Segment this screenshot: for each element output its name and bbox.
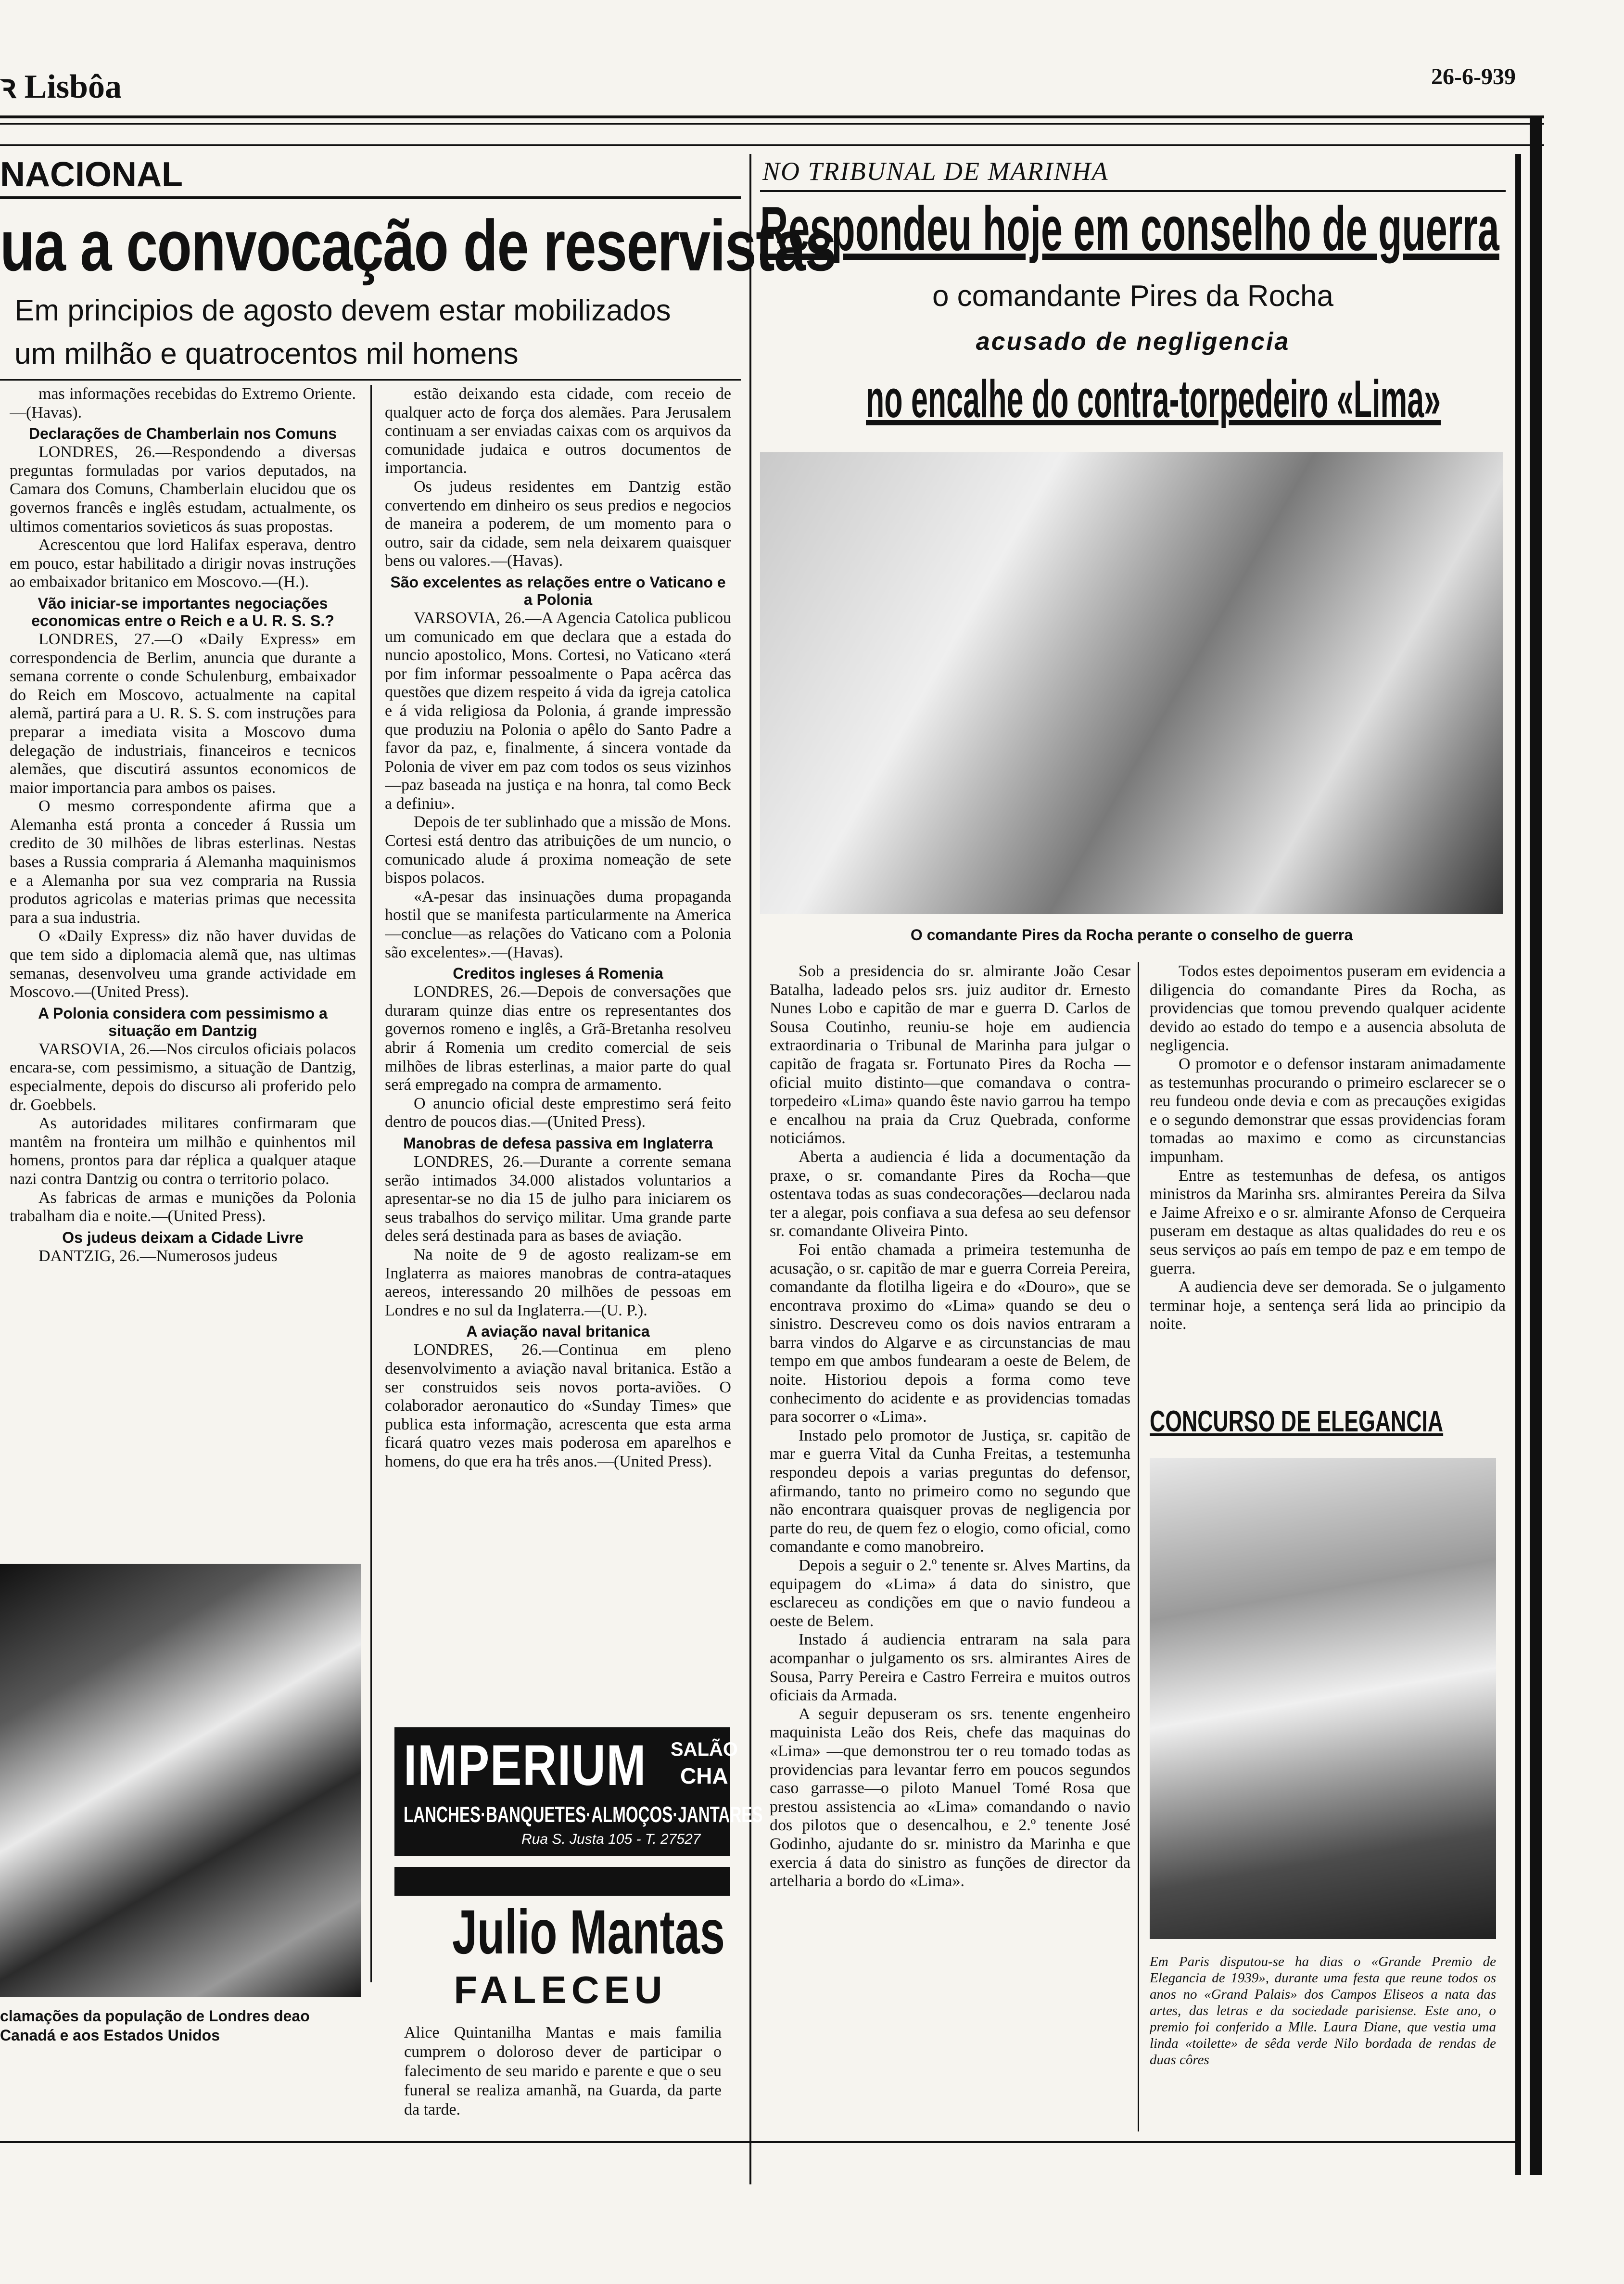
right-subhead-3: no encalhe do contra-torpedeiro «Lima» (866, 370, 1441, 429)
section-title: NACIONAL (0, 155, 183, 194)
article-paragraph: A audiencia deve ser demorada. Se o julgamento terminar hoje, a sentença será lida ao principio da noite. (1150, 1278, 1506, 1333)
right-col-divider (1138, 962, 1139, 2131)
article-paragraph: «A-pesar das insinuações duma propaganda hostil que se manifesta particularmente na America—conclue—as relações do Vaticano com a Polonia são excelentes».—(Havas). (385, 887, 731, 961)
article-paragraph: estão deixando esta cidade, com receio de qualquer acto de força dos alemães. Para Jerusalem continuam a ser enviadas caixas com os arquivos da comunidade judaica e outros documentos de importancia. (385, 385, 731, 477)
subhead-rule (0, 379, 741, 381)
article-paragraph: Depois de ter sublinhado que a missão de Mons. Cortesi está dentro das atribuições de um nuncio, o comunicado alude á proxima nomeação de sete bispos polacos. (385, 813, 731, 887)
article-paragraph: O anuncio oficial deste emprestimo será feito dentro de poucos dias.—(United Press). (385, 1094, 731, 1131)
article-paragraph: Depois a seguir o 2.º tenente sr. Alves Martins, da equipagem do «Lima» á data do sinistro, que esclareceu as condições em que o navio fundeou a oeste de Belem. (770, 1557, 1130, 1630)
masthead-date: 26-6-939 (1431, 64, 1516, 89)
article-subheading: A aviação naval britanica (466, 1323, 650, 1340)
article-paragraph: LONDRES, 26.—Durante a corrente semana serão intimados 34.000 alistados voluntarios a apresentar-se no dia 15 de julho para iniciarem os seus trabalhos do serviço militar. Uma grande parte deles será destinada para as bases de aviação. (385, 1152, 731, 1245)
right-subhead-2: acusado de negligencia (976, 328, 1290, 356)
article-paragraph: Na noite de 9 de agosto realizam-se em Inglaterra as maiores manobras de contra-ataques aereos, interessando 20 milhões de pessoas em Londres e no sul da Inglaterra.—(U. P.). (385, 1245, 731, 1319)
top-rule (0, 115, 1544, 118)
imperium-address: Rua S. Justa 105 - T. 27527 (521, 1831, 701, 1847)
article-paragraph: LONDRES, 27.—O «Daily Express» em correspondencia de Berlim, anuncia que durante a semana corrente o conde Schulenburg, embaixador do Reich em Moscovo, actualmente na capital alemã, partirá para a U. R. S. S. com instruções para preparar a imediata visita a Moscovo duma delegação de industriais, financeiros e tecnicos alemães, que discutirá assuntos economicos de maior importancia para ambos os paises. (10, 630, 356, 797)
article-paragraph: Acrescentou que lord Halifax esperava, dentro em pouco, estar habilitado a dirigir novas instruções ao embaixador britanico em Moscovo.—(H.). (10, 536, 356, 591)
left-col-divider (370, 385, 372, 1982)
left-headline: ua a convocação de reservistas (0, 205, 836, 286)
article-paragraph: Todos estes depoimentos puseram em evidencia a diligencia do comandante Pires da Rocha, as providencias que tomou prevendo qualquer acidente devido ao estado do tempo e a ausencia absoluta de negligencia. (1150, 962, 1506, 1055)
article-paragraph: mas informações recebidas do Extremo Oriente.—(Havas). (10, 385, 356, 421)
imperium-cha: CHA (680, 1763, 728, 1788)
left-column-2 (385, 385, 731, 1727)
article-paragraph: VARSOVIA, 26.—A Agencia Catolica publicou um comunicado em que declara que a estada do nuncio apostolico, Mons. Cortesi, no Vaticano «terá por fim informar pessoalmente o Papa acêrca das questões que dizem respeito á vida da igreja catolica e á vida religiosa da Polonia, á grande impressão que produziu na Polonia o apêlo do Santo Padre a favor da paz, e, finalmente, á sincera vontade da Polonia de viver em paz com todos os seus vizinhos—paz baseada na justiça e na honra, tal como Beck a definiu». (385, 609, 731, 813)
london-crowd-photo (0, 1564, 361, 1997)
article-paragraph: VARSOVIA, 26.—Nos circulos oficiais polacos encara-se, com pessimismo, a situação de Dantzig, especialmente, depois do discurso ali proferido pelo dr. Goebbels. (10, 1040, 356, 1114)
right-frame-bar-2 (1530, 115, 1542, 2175)
pires-rocha-caption: O comandante Pires da Rocha perante o conselho de guerra (910, 926, 1353, 944)
elegance-caption: Em Paris disputou-se ha dias o «Grande Premio de Elegancia de 1939», durante uma festa que reune todos os anos no «Grand Palais» dos Campos Eliseos a nata das artes, das letras e da sociedade parisiense. Este ano, o premio foi conferido a Mlle. Laura Diane, que vestia uma linda «toilette» de sêda verde Nilo bordada de rendas de duas côres (1150, 1954, 1496, 2067)
article-paragraph: LONDRES, 26.—Continua em pleno desenvolvimento a aviação naval britanica. Estão a ser construidos seis novos porta-aviões. O colaborador aeronautico do «Sunday Times» que publica esta informação, acrescenta que esta arma ficará quatro vezes mais poderosa em aparelhos e homens, do que era ha três anos.—(United Press). (385, 1341, 731, 1470)
elegance-photo (1150, 1458, 1496, 1939)
right-column-2 (1150, 962, 1506, 1395)
article-paragraph: Instado á audiencia entraram na sala para acompanhar o julgamento os srs. almirantes Aires de Sousa, Parry Pereira e Castro Ferreira e muitos outros oficiais da Armada. (770, 1631, 1130, 1705)
article-paragraph: Sob a presidencia do sr. almirante João Cesar Batalha, ladeado pelos srs. juiz auditor dr. Ernesto Nunes Lobo e capitão de mar e guerra D. Carlos de Sousa Coutinho, reuniu-se hoje em audiencia extraordinaria o Tribunal de Marinha para julgar o capitão de fragata sr. Fortunato Pires da Rocha —oficial muito distinto—que comandava o contra-torpedeiro «Lima» quando êste navio garrou ha tempo e encalhou na praia da Cruz Quebrada, conforme noticiámos. (770, 962, 1130, 1148)
concurso-title: CONCURSO DE ELEGANCIA (1150, 1405, 1444, 1438)
article-paragraph: O mesmo correspondente afirma que a Alemanha está pronta a conceder á Russia um credito de 30 milhões de libras esterlinas. Nestas bases a Russia compraria á Alemanha maquinismos e a Alemanha por sua vez compraria na Russia produtos agricolas e materias primas que necessita para a sua industria. (10, 797, 356, 927)
article-paragraph: Foi então chamada a primeira testemunha de acusação, o sr. capitão de mar e guerra Correia Pereira, comandante da flotilha ligeira e do «Douro», que se encontrava proximo do «Lima» quando se deu o sinistro. Descreveu como os dois navios entraram a barra vindos do Algarve e as circunstancias de mau tempo em que ambos fundearam a oeste de Belem, de noite. Historiou depois a forma como teve conhecimento do acidente e as providencias tomadas para socorrer o «Lima». (770, 1240, 1130, 1426)
left-subhead-2: um milhão e quatrocentos mil homens (14, 337, 519, 370)
obituary-title: FALECEU (454, 1968, 667, 2011)
article-paragraph: LONDRES, 26.—Respondendo a diversas preguntas formuladas por varios deputados, na Camara dos Comuns, Chamberlain elucidou que os governos francês e inglês estudam, actualmente, os ultimos comentarios sovieticos ás suas propostas. (10, 443, 356, 536)
obituary-name: Julio Mantas (452, 1897, 725, 1967)
article-subheading: Creditos ingleses á Romenia (453, 965, 663, 983)
left-subhead-1: Em principios de agosto devem estar mobilizados (14, 294, 671, 327)
article-paragraph: LONDRES, 26.—Depois de conversações que duraram quinze dias entre os representantes dos governos romeno e inglês, a Grã-Bretanha resolveu abrir á Romenia um credito comercial de seis milhões de libras esterlinas, a maior parte do qual será empregado na compra de armamento. (385, 983, 731, 1094)
right-column-1 (770, 962, 1130, 2136)
article-paragraph: As fabricas de armas e munições da Polonia trabalham dia e noite.—(United Press). (10, 1188, 356, 1225)
top-rule-2 (0, 123, 1544, 125)
bottom-rule (0, 2141, 1515, 2143)
imperium-ad (394, 1727, 763, 1856)
article-paragraph: A seguir depuseram os srs. tenente engenheiro maquinista Leão dos Reis, chefe das maquinas do «Lima» —que demonstrou ter o reu tomado todas as providencias para levantar ferro em poucos segundos caso garrasse—o piloto Manuel Tomé Rosa que prestou assistencia ao «Lima» comandando o navio dos pilotos que o desencalhou, e 2.º tenente José Godinho, ajudante do sr. ministro da Marinha e que exercia á data do sinistro as funções de director da artelharia a bordo do «Lima». (770, 1705, 1130, 1890)
imperium-line: LANCHES·BANQUETES·ALMOÇOS·JANTARES (404, 1802, 763, 1827)
article-subheading: Vão iniciar-se importantes negociações economicas entre o Reich e a U. R. S. S.? (31, 594, 334, 629)
article-paragraph: O «Daily Express» diz não haver duvidas de que tem sido a diplomacia alemã que, nas ultimas semanas, desenvolveu uma grande actividade em Moscovo.—(United Press). (10, 927, 356, 1001)
article-paragraph: Aberta a audiencia é lida a documentação da praxe, o sr. comandante Pires da Rocha—que ostentava todas as suas condecorações—declarou nada ter a alegar, pois confiava a sua defesa ao seu defensor sr. comandante Oliveira Pinto. (770, 1148, 1130, 1240)
article-subheading: A Polonia considera com pessimismo a situação em Dantzig (38, 1004, 328, 1039)
top-rule-3 (0, 144, 1544, 146)
center-divider (749, 154, 751, 2184)
right-headline: Respondeu hoje em conselho de guerra (760, 193, 1499, 264)
right-frame-bar (1515, 154, 1521, 2175)
section-rule (0, 196, 741, 199)
right-subhead-1: o comandante Pires da Rocha (932, 280, 1334, 313)
article-paragraph: Instado pelo promotor de Justiça, sr. capitão de mar e guerra Vital da Cunha Freitas, a testemunha respondeu depois a varias preguntas do defensor, afirmando, tanto no primeiro como no segundo que não encontrara quaisquer provas de negligencia por parte do reu, de quem fez o elogio, como oficial, como comandante e como manobreiro. (770, 1426, 1130, 1556)
article-subheading: Declarações de Chamberlain nos Comuns (28, 425, 337, 443)
left-column-1 (10, 385, 356, 1554)
imperium-salao: SALÃO (671, 1739, 738, 1760)
article-subheading: São excelentes as relações entre o Vaticano e a Polonia (390, 573, 726, 608)
pires-rocha-photo (760, 452, 1503, 914)
ad-bar (394, 1867, 730, 1896)
kicker-rule (760, 190, 1506, 192)
obituary-box (394, 1897, 726, 2141)
article-paragraph: Os judeus residentes em Dantzig estão convertendo em dinheiro os seus predios e negocios de maneira a poderem, de um momento para o outro, sair da cidade, sem nela deixarem quaisquer bens ou valores.—(Havas). (385, 477, 731, 570)
article-paragraph: Entre as testemunhas de defesa, os antigos ministros da Marinha srs. almirantes Pereira da Silva e Jaime Afreixo e o sr. almirante Afonso de Cerqueira puseram em destaque as altas qualidades do reu e os seus serviços ao país em tempo de paz e em tempo de guerra. (1150, 1166, 1506, 1277)
article-paragraph: DANTZIG, 26.—Numerosos judeus (38, 1247, 278, 1265)
article-paragraph: O promotor e o defensor instaram animadamente as testemunhas procurando o primeiro esclarecer se o reu fundeou onde devia e com as precauções exigidas e o segundo demonstrar que essas providencias foram tomadas ao maximo e como as circunstancias impunham. (1150, 1055, 1506, 1166)
article-subheading: Manobras de defesa passiva em Inglaterra (403, 1134, 713, 1152)
obituary-text: Alice Quintanilha Mantas e mais familia cumprem o doloroso dever de participar o falecimento de seu marido e parente e que o seu funeral se realiza amanhã, na Guarda, da parte da tarde. (404, 2024, 722, 2118)
article-subheading: Os judeus deixam a Cidade Livre (62, 1228, 304, 1246)
masthead-city: ꝛ Lisbôa (0, 68, 122, 105)
right-kicker: NO TRIBUNAL DE MARINHA (762, 157, 1109, 186)
imperium-name: IMPERIUM (404, 1733, 647, 1798)
article-paragraph: As autoridades militares confirmaram que mantêm na fronteira um milhão e quinhentos mil homens, prontos para dar réplica a qualquer ataque nazi contra Dantzig ou contra o territorio polaco. (10, 1114, 356, 1188)
london-photo-caption: clamações da população de Londres deao Canadá e aos Estados Unidos (0, 2007, 310, 2044)
